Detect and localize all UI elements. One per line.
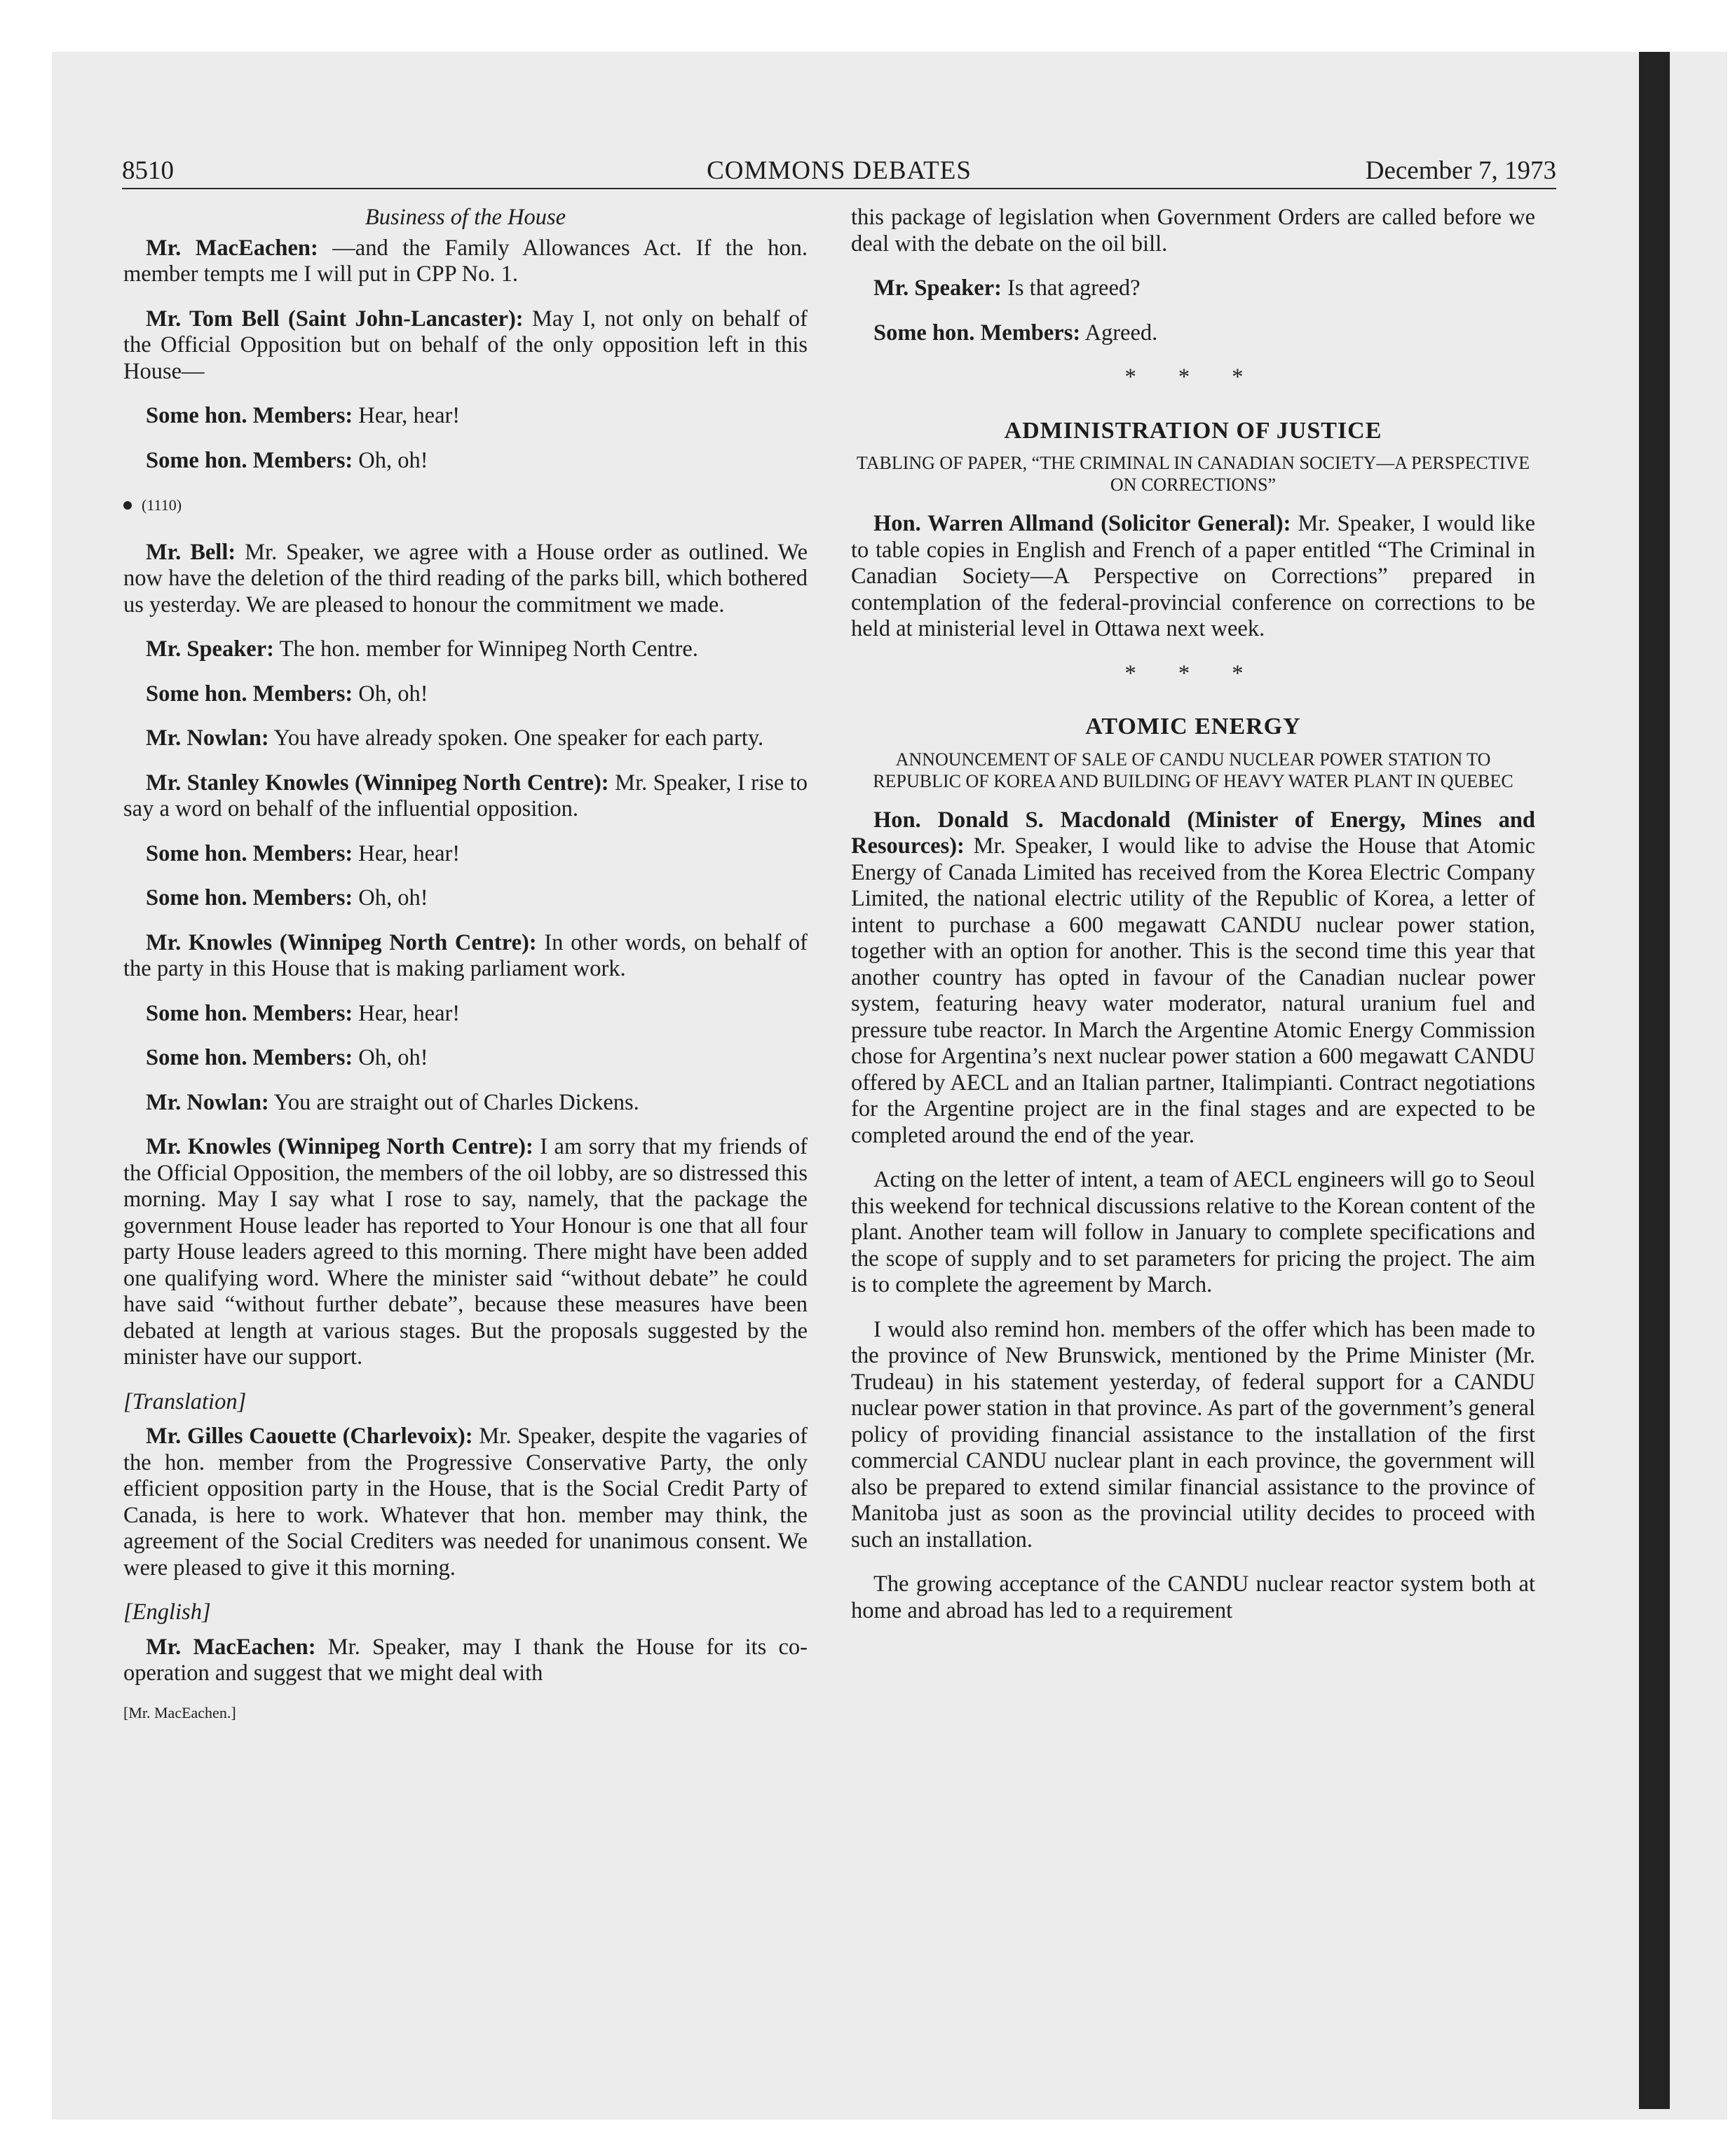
speech-text: Mr. Speaker, we agree with a House order as outlined. We now have the deletion of the third reading of the parks bill, which bothered us yesterday. We are pleased to honour the commitment we made.	[123, 539, 808, 618]
speech-paragraph	[123, 403, 808, 430]
section-subheading: TABLING OF PAPER, “THE CRIMINAL IN CANADIAN SOCIETY—A PERSPECTIVE ON CORRECTIONS”	[856, 453, 1530, 495]
speaker-name: Mr. MacEachen:	[146, 1634, 316, 1660]
page-number: 8510	[122, 156, 174, 185]
section-heading: ATOMIC ENERGY	[1085, 714, 1301, 739]
speaker-name: Mr. MacEachen:	[146, 235, 318, 261]
speaker-name: Some hon. Members:	[146, 403, 353, 428]
speech-paragraph	[123, 236, 808, 288]
section-subheading: ANNOUNCEMENT OF SALE OF CANDU NUCLEAR POWER STATION TO REPUBLIC OF KOREA AND BUILDING OF HEAVY WATER PLANT IN QUEBEC	[873, 749, 1513, 791]
speech-paragraph	[123, 681, 808, 708]
speech-text: Mr. Speaker, I would like to table copies in English and French of a paper entitled “The Criminal in Canadian Society—A Perspective on Corrections” prepared in contemplation of the federal-provincial conference on corrections to be held at ministerial level in Ottawa next week.	[851, 511, 1536, 641]
speaker-name: Mr. Bell:	[146, 539, 236, 565]
section-heading: ADMINISTRATION OF JUSTICE	[1004, 417, 1382, 444]
speech-text: Mr. Speaker, despite the vagaries of the hon. member from the Progressive Conservative Party, the only efficient opposition party in the House, that is the Social Credit Party of Canada, is here to work. Whatever that hon. member may think, the agreement of the Social Crediters was needed for unanimous consent. We were pleased to give it this morning.	[123, 1424, 808, 1581]
speech-paragraph	[123, 841, 808, 868]
speech-paragraph: Acting on the letter of intent, a team of AECL engineers will go to Seoul this weekend for technical discussions relative to the Korean content of the plant. Another team will follow in January to complete specifications and the scope of supply and to set parameters for pricing the project. The aim is to complete the agreement by March.	[851, 1167, 1535, 1297]
speaker-name: Hon. Warren Allmand (Solicitor General):	[873, 511, 1291, 536]
page-footer-note: [Mr. MacEachen.]	[123, 1703, 236, 1721]
speech-text: Oh, oh!	[353, 447, 428, 473]
language-marker: [Translation]	[123, 1389, 247, 1414]
speaker-name: Mr. Tom Bell (Saint John-Lancaster):	[146, 306, 524, 332]
speech-paragraph	[123, 930, 808, 983]
speech-text: Hear, hear!	[353, 840, 461, 866]
speech-text: The hon. member for Winnipeg North Centre.	[273, 636, 698, 662]
speech-text: Is that agreed?	[1001, 275, 1141, 301]
speaker-name: Some hon. Members:	[146, 840, 353, 866]
speech-paragraph	[123, 540, 808, 619]
speech-text: Agreed.	[1080, 320, 1158, 346]
speech-text: Mr. Speaker, may I thank the House for its co-operation and suggest that we might deal with	[123, 1634, 808, 1686]
section-divider: * * *	[1124, 364, 1262, 390]
speech-text: Oh, oh!	[353, 1045, 428, 1070]
speech-paragraph	[851, 320, 1535, 347]
speech-paragraph	[123, 725, 808, 752]
speaker-name: Some hon. Members:	[146, 885, 353, 910]
page-date: December 7, 1973	[1365, 156, 1556, 185]
speech-text: May I, not only on behalf of the Official Opposition but on behalf of the only opposition left in this House—	[123, 306, 808, 384]
section-divider: * * *	[1124, 660, 1262, 686]
speech-paragraph	[851, 275, 1535, 302]
speech-paragraph: I would also remind hon. members of the offer which has been made to the province of New Brunswick, mentioned by the Prime Minister (Mr. Trudeau) in his statement yesterday, of federal support for a CANDU nuclear power station in that province. As part of the government’s general policy of providing financial assistance to the installation of the first commercial CANDU nuclear plant in each province, the government will also be prepared to extend similar financial assistance to the province of Manitoba just as soon as the provincial utility decides to proceed with such an installation.	[851, 1316, 1535, 1553]
speech-paragraph	[123, 636, 808, 663]
speech-text: —and the Family Allowances Act. If the hon. member tempts me I will put in CPP No. 1.	[123, 235, 808, 287]
speaker-name: Mr. Stanley Knowles (Winnipeg North Centre):	[146, 770, 609, 796]
speech-paragraph	[123, 1635, 808, 1687]
speaker-name: Mr. Speaker:	[873, 275, 1002, 301]
speech-text: You are straight out of Charles Dickens.	[268, 1089, 639, 1115]
speech-text: Oh, oh!	[353, 681, 428, 707]
speaker-name: Some hon. Members:	[873, 320, 1081, 346]
speech-paragraph	[123, 1090, 808, 1117]
speaker-name: Mr. Gilles Caouette (Charlevoix):	[146, 1424, 473, 1449]
section-subhead: Business of the House	[365, 205, 566, 230]
bullet-icon	[123, 501, 132, 510]
speech-paragraph	[123, 306, 808, 386]
right-column	[851, 205, 1535, 1642]
speech-text: Hear, hear!	[353, 1000, 461, 1026]
page-header	[122, 156, 1556, 189]
speaker-name: Some hon. Members:	[146, 1045, 353, 1070]
timestamp-marker	[123, 492, 808, 519]
speaker-name: Mr. Nowlan:	[146, 725, 269, 751]
left-column	[123, 205, 808, 1726]
speaker-name: Mr. Nowlan:	[146, 1089, 269, 1115]
speech-text: You have already spoken. One speaker for each party.	[268, 725, 764, 751]
speech-text: I am sorry that my friends of the Official Opposition, the members of the oil lobby, are so distressed this morning. May I say what I rose to say, namely, that the package the government House leader has reported to Your Honour is one that all four party House leaders agreed to this morning. There might have been added one qualifying word. Where the minister said “without debate” he could have said “without further debate”, because these measures have been debated at length at various stages. But the proposals suggested by the minister have our support.	[123, 1134, 808, 1370]
speech-paragraph	[123, 1001, 808, 1028]
speech-text: In other words, on behalf of the party in this House that is making parliament work.	[123, 929, 808, 981]
speech-paragraph: this package of legislation when Government Orders are called before we deal with the debate on the oil bill.	[851, 205, 1535, 257]
speech-paragraph	[123, 1134, 808, 1371]
speaker-name: Mr. Knowles (Winnipeg North Centre):	[146, 1134, 533, 1159]
speech-text: Mr. Speaker, I rise to say a word on behalf of the influential opposition.	[123, 770, 808, 821]
speech-paragraph	[851, 511, 1535, 643]
speech-paragraph	[123, 1424, 808, 1581]
speaker-name: Some hon. Members:	[146, 681, 353, 707]
speech-paragraph	[123, 448, 808, 475]
speech-text: Mr. Speaker, I would like to advise the House that Atomic Energy of Canada Limited has received from the Korea Electric Company Limited, the national electric utility of the Republic of Korea, a letter of intent to purchase a 600 megawatt CANDU nuclear power station, together with an option for another. This is the second time this year that another country has opted in favour of the Canadian nuclear power system, featuring heavy water moderator, natural uranium fuel and pressure tube reactor. In March the Argentine Atomic Energy Commission chose for Argentina’s next nuclear power station a 600 megawatt CANDU offered by AECL and an Italian partner, Italimpianti. Contract negotiations for the Argentine project are in the final stages and are expected to be completed around the end of the year.	[851, 833, 1535, 1148]
speaker-name: Some hon. Members:	[146, 447, 353, 473]
speech-paragraph	[123, 770, 808, 823]
speech-text: Hear, hear!	[353, 403, 461, 428]
language-marker: [English]	[123, 1599, 211, 1625]
speaker-name: Mr. Speaker:	[146, 636, 274, 662]
speech-paragraph	[851, 807, 1535, 1149]
timestamp-text: (1110)	[142, 496, 182, 514]
page-edge-shadow	[1639, 52, 1670, 2109]
speech-text: Oh, oh!	[353, 885, 428, 910]
publication-title: COMMONS DEBATES	[707, 156, 972, 185]
speaker-name: Hon. Donald S. Macdonald (Minister of Energy, Mines and Resources):	[851, 807, 1535, 859]
header-rule	[122, 188, 1556, 189]
speaker-name: Some hon. Members:	[146, 1000, 353, 1026]
speaker-name: Mr. Knowles (Winnipeg North Centre):	[146, 929, 537, 955]
speech-paragraph: The growing acceptance of the CANDU nuclear reactor system both at home and abroad has led to a requirement	[851, 1571, 1535, 1623]
speech-paragraph	[123, 1045, 808, 1072]
speech-paragraph	[123, 885, 808, 912]
